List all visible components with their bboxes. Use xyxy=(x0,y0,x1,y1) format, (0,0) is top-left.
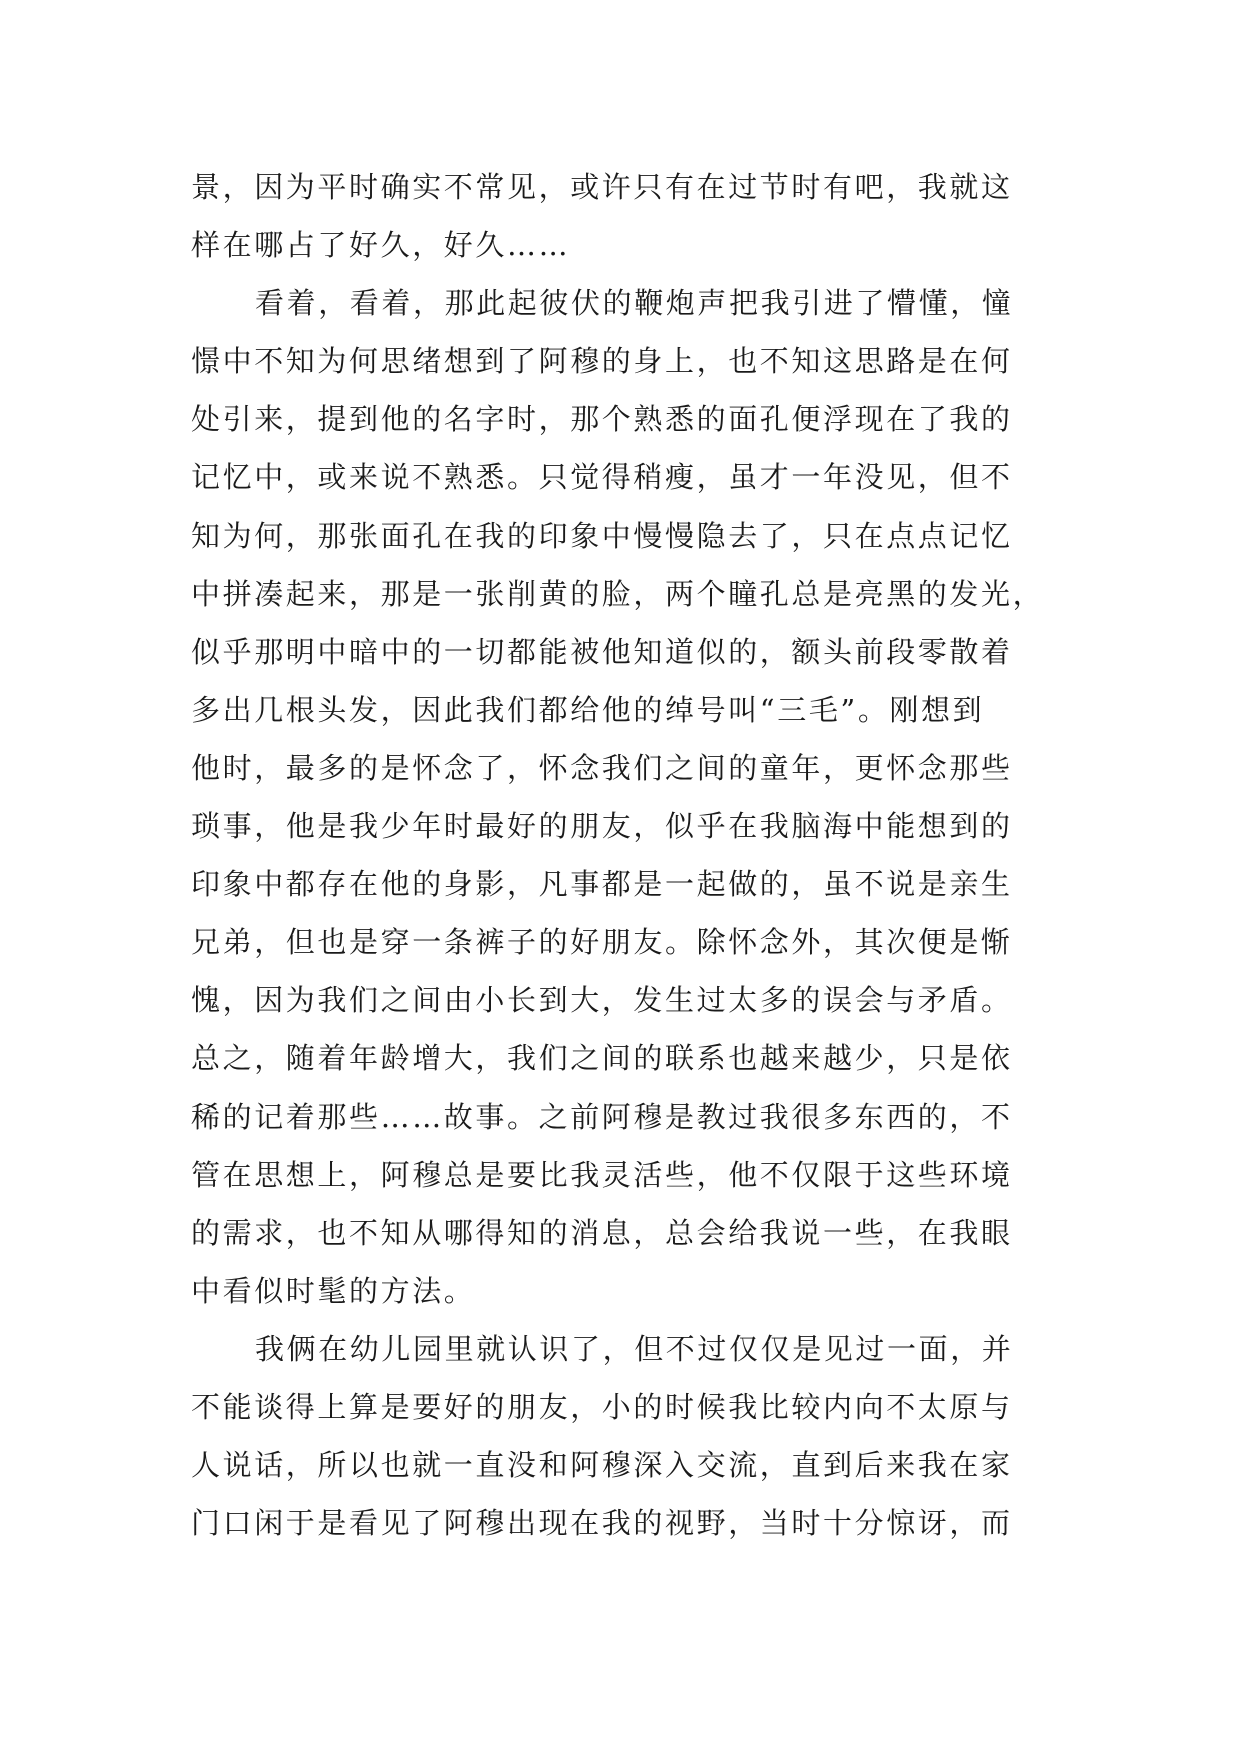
body-text xyxy=(191,158,1059,1552)
text-line: 处引来，提到他的名字时，那个熟悉的面孔便浮现在了我的 xyxy=(191,402,1013,437)
text-line: 愧，因为我们之间由小长到大，发生过太多的误会与矛盾。 xyxy=(191,983,1013,1018)
text-line: 门口闲于是看见了阿穆出现在我的视野，当时十分惊讶，而 xyxy=(191,1506,1013,1541)
text-line: 多出几根头发，因此我们都给他的绰号叫“三毛”。刚想到 xyxy=(191,692,985,727)
text-line: 的需求，也不知从哪得知的消息，总会给我说一些，在我眼 xyxy=(191,1215,1013,1250)
text-line: 印象中都存在他的身影，凡事都是一起做的，虽不说是亲生 xyxy=(191,867,1013,902)
text-line: 中拼凑起来，那是一张削黄的脸，两个瞳孔总是亮黑的发光， xyxy=(191,576,1045,611)
text-line: 似乎那明中暗中的一切都能被他知道似的，额头前段零散着 xyxy=(191,634,1013,669)
text-line: 琐事，他是我少年时最好的朋友，似乎在我脑海中能想到的 xyxy=(191,809,1013,844)
text-line: 他时，最多的是怀念了，怀念我们之间的童年，更怀念那些 xyxy=(191,750,1013,785)
text-line: 总之，随着年龄增大，我们之间的联系也越来越少，只是依 xyxy=(191,1041,1013,1076)
text-line: 景，因为平时确实不常见，或许只有在过节时有吧，我就这 xyxy=(191,170,1013,204)
text-line: 记忆中，或来说不熟悉。只觉得稍瘦，虽才一年没见，但不 xyxy=(191,460,1013,495)
text-line: 管在思想上，阿穆总是要比我灵活些，他不仅限于这些环境 xyxy=(191,1157,1013,1192)
text-line: 不能谈得上算是要好的朋友，小的时候我比较内向不太原与 xyxy=(191,1389,1013,1424)
text-line: 稀的记着那些……故事。之前阿穆是教过我很多东西的，不 xyxy=(191,1099,1013,1134)
paragraph-start-line: 我俩在幼儿园里就认识了，但不过仅仅是见过一面，并 xyxy=(255,1331,1014,1366)
text-line: 中看似时髦的方法。 xyxy=(191,1273,476,1308)
text-line: 憬中不知为何思绪想到了阿穆的身上，也不知这思路是在何 xyxy=(191,344,1013,379)
text-line: 兄弟，但也是穿一条裤子的好朋友。除怀念外，其次便是惭 xyxy=(191,925,1013,960)
text-line: 人说话，所以也就一直没和阿穆深入交流，直到后来我在家 xyxy=(191,1448,1013,1483)
text-line: 知为何，那张面孔在我的印象中慢慢隐去了，只在点点记忆 xyxy=(191,518,1013,553)
text-line: 样在哪占了好久，好久…… xyxy=(191,228,571,263)
paragraph-start-line: 看着，看着，那此起彼伏的鞭炮声把我引进了懵懂，憧 xyxy=(255,286,1014,321)
